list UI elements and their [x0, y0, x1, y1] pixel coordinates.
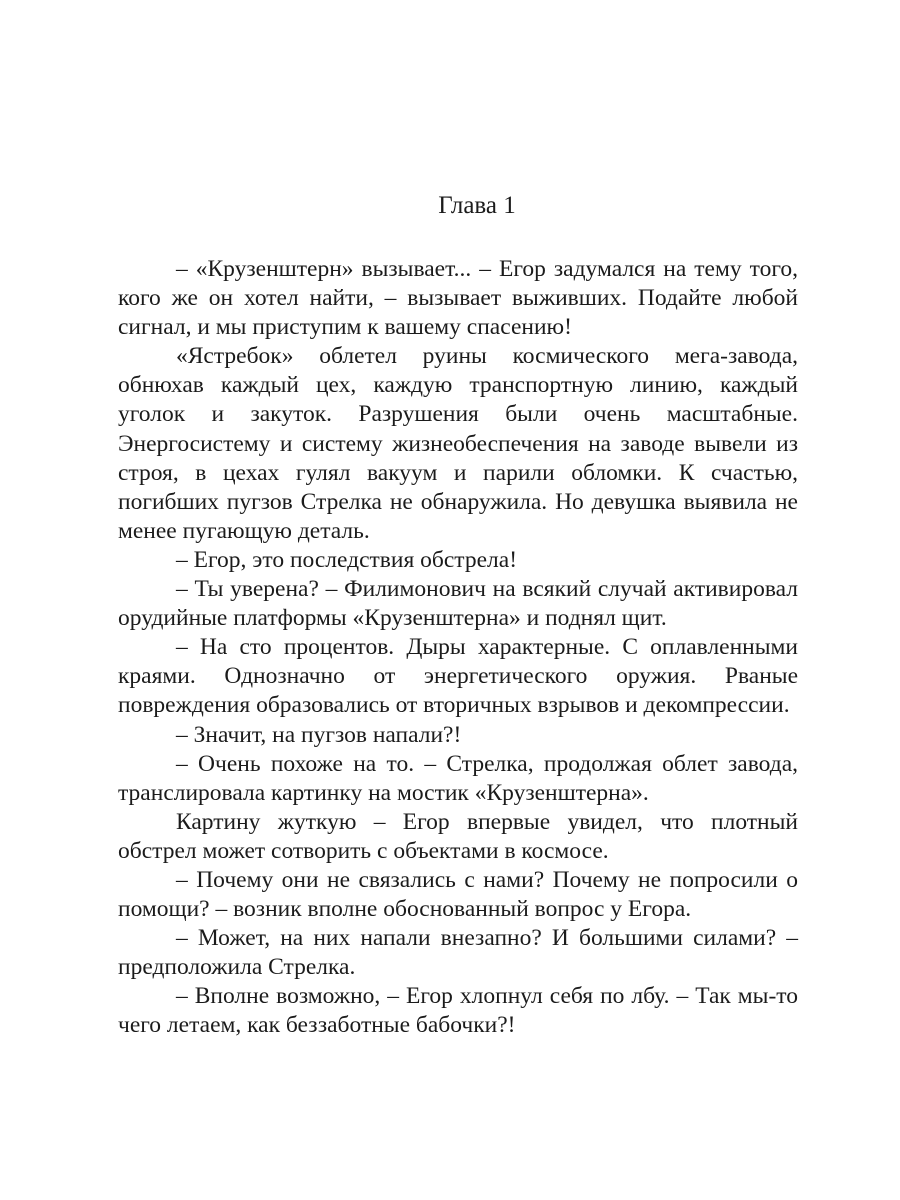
- chapter-body: [118, 255, 798, 1041]
- paragraph: – Егор, это последствия обстрела!: [176, 546, 518, 573]
- paragraph: – На сто процентов. Дыры характерные. С оплавленными краями. Однозначно от энергетического оружия. Рваные повреждения образовались от вторичных взрывов и декомпрессии.: [118, 634, 798, 719]
- paragraph: – Вполне возможно, – Егор хлопнул себя по лбу. – Так мы-то чего летаем, как беззаботные бабочки?!: [118, 983, 798, 1039]
- chapter-title: Глава 1: [438, 192, 516, 219]
- paragraph: – Может, на них напали внезапно? И большими силами? – предположила Стрелка.: [118, 925, 798, 981]
- book-page: [118, 188, 798, 1041]
- paragraph: Картину жуткую – Егор впервые увидел, что плотный обстрел может сотворить с объектами в космосе.: [118, 808, 798, 864]
- paragraph: – Значит, на пугзов напали?!: [176, 721, 462, 748]
- paragraph: «Ястребок» облетел руины космического мега-завода, обнюхав каждый цех, каждую транспортную линию, каждый уголок и закуток. Разрушения были очень масштабные. Энергосистему и систему жизнеобеспечения на заводе вывели из строя, в цехах гулял вакуум и парили обломки. К счастью, погибших пугзов Стрелка не обнаружила. Но девушка выявила не менее пугающую деталь.: [118, 343, 798, 544]
- paragraph: – «Крузенштерн» вызывает... – Егор задумался на тему того, кого же он хотел найти, – вызывает выживших. Подайте любой сигнал, и мы приступим к вашему спасению!: [118, 256, 798, 341]
- paragraph: – Почему они не связались с нами? Почему не попросили о помощи? – возник вполне обоснованный вопрос у Егора.: [118, 866, 798, 923]
- paragraph: – Ты уверена? – Филимонович на всякий случай активировал орудийные платформы «Крузенштерна» и поднял щит.: [118, 576, 798, 632]
- paragraph: – Очень похоже на то. – Стрелка, продолжая облет завода, транслировала картинку на мостик «Крузенштерна».: [118, 750, 798, 806]
